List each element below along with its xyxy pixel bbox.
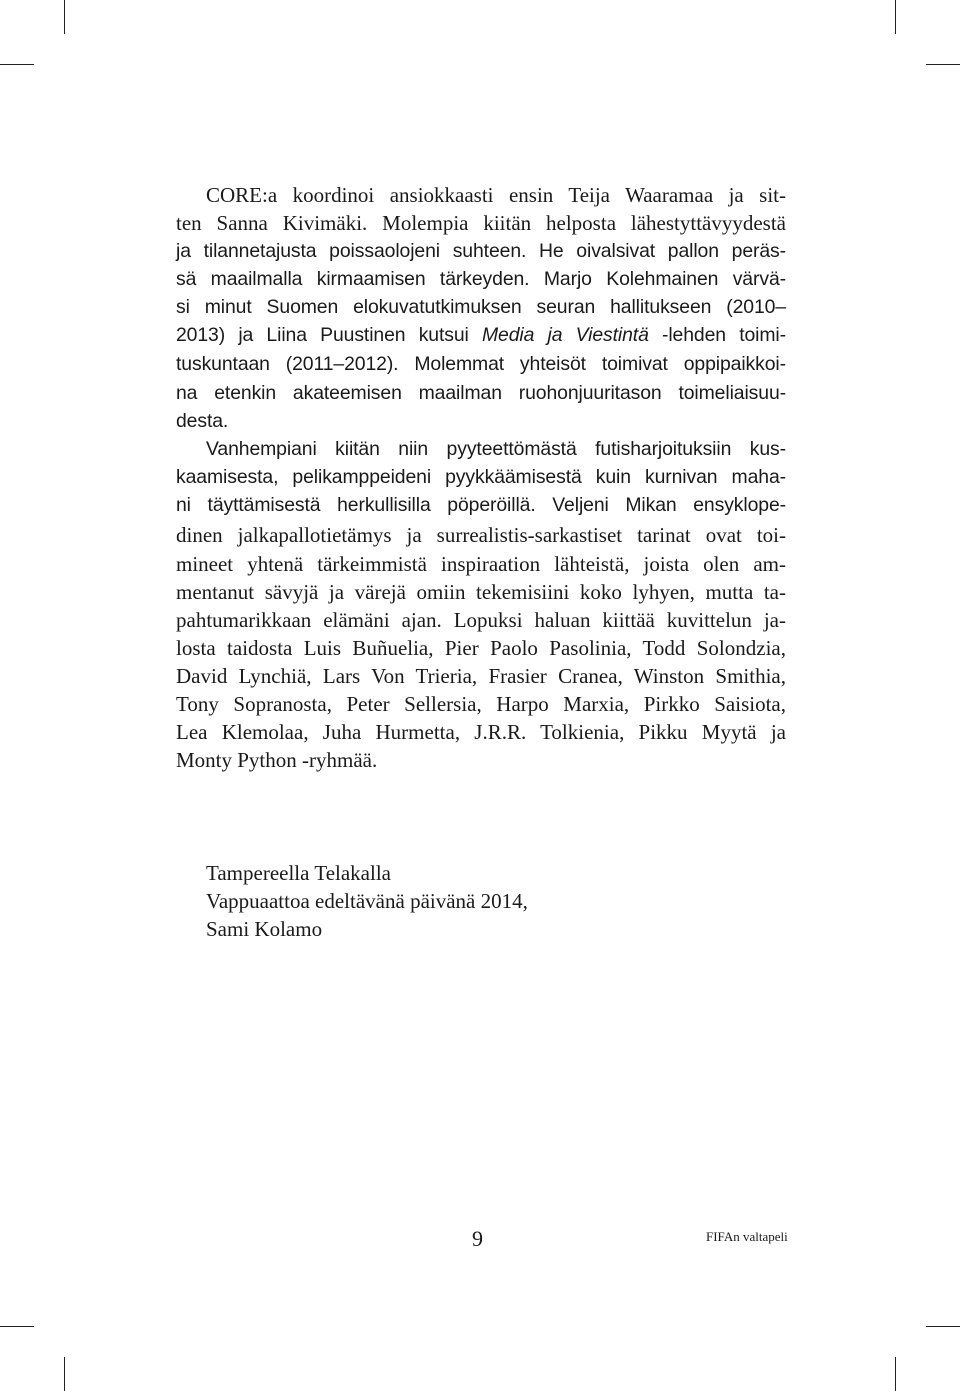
crop-mark-top-left [64, 0, 65, 34]
crop-mark-bottom-left [64, 1357, 65, 1391]
signature-place: Tampereella Telakalla [206, 861, 391, 885]
text-line: Vanhempiani kiitän niin pyyteettömästä futisharjoituksiin kus- [206, 438, 786, 460]
text-line: ten Sanna Kivimäki. Molempia kiitän helposta lähestyttävyydestä [176, 211, 786, 235]
text-line: kaamisesta, pelikamppeideni pyykkäämisestä kuin kurnivan maha- [176, 466, 786, 488]
text-line: desta. [176, 410, 229, 432]
signature-date: Vappuaattoa edeltävänä päivänä 2014, [206, 889, 528, 913]
crop-mark-right-bottom [926, 1326, 960, 1327]
text-line [176, 321, 786, 349]
text-line: Lea Klemolaa, Juha Hurmetta, J.R.R. Tolkienia, Pikku Myytä ja [176, 720, 786, 744]
text-line: mentanut sävyjä ja värejä omiin tekemisiini koko lyhyen, mutta ta- [176, 580, 786, 604]
crop-mark-right-top [926, 64, 960, 65]
crop-mark-left-bottom [0, 1326, 34, 1327]
page-number: 9 [472, 1226, 483, 1251]
text-line: na etenkin akateemisen maailman ruohonjuuritason toimeliaisuu- [176, 382, 786, 404]
text-line: si minut Suomen elokuvatutkimuksen seuran hallitukseen (2010– [176, 296, 786, 318]
text-line: losta taidosta Luis Buñuelia, Pier Paolo Pasolinia, Todd Solondzia, [176, 636, 786, 660]
text-line: Monty Python -ryhmää. [176, 748, 378, 772]
text-line: dinen jalkapallotietämys ja surrealistis-sarkastiset tarinat ovat toi- [176, 523, 786, 547]
text-line: pahtumarikkaan elämäni ajan. Lopuksi haluan kiittää kuvittelun ja- [176, 608, 786, 632]
crop-mark-top-right [895, 0, 896, 34]
text-line: ni täyttämisestä herkullisilla pöperöillä. Veljeni Mikan ensyklope- [176, 494, 786, 516]
running-title: FIFAn valtapeli [706, 1229, 788, 1244]
text-line: tuskuntaan (2011–2012). Molemmat yhteisöt toimivat oppipaikkoi- [176, 353, 786, 375]
crop-mark-bottom-right [895, 1357, 896, 1391]
text-line: Tony Sopranosta, Peter Sellersia, Harpo Marxia, Pirkko Saisiota, [176, 692, 786, 716]
text-segment: 2013) ja Liina Puustinen kutsui [176, 324, 482, 346]
text-segment: -lehden toimi- [648, 324, 786, 346]
text-line: mineet yhtenä tärkeimmistä inspiraation lähteistä, joista olen am- [176, 552, 786, 576]
crop-mark-left-top [0, 64, 34, 65]
text-line: CORE:a koordinoi ansiokkaasti ensin Teija Waaramaa ja sit- [206, 183, 786, 207]
text-line: ja tilannetajusta poissaolojeni suhteen. He oivalsivat pallon peräs- [176, 240, 786, 262]
signature-name: Sami Kolamo [206, 917, 323, 941]
text-line: sä maailmalla kirmaamisen tärkeyden. Marjo Kolehmainen värvä- [176, 268, 786, 290]
journal-title: Media ja Viestintä [481, 324, 649, 346]
text-line: David Lynchiä, Lars Von Trieria, Frasier Cranea, Winston Smithia, [176, 664, 786, 688]
